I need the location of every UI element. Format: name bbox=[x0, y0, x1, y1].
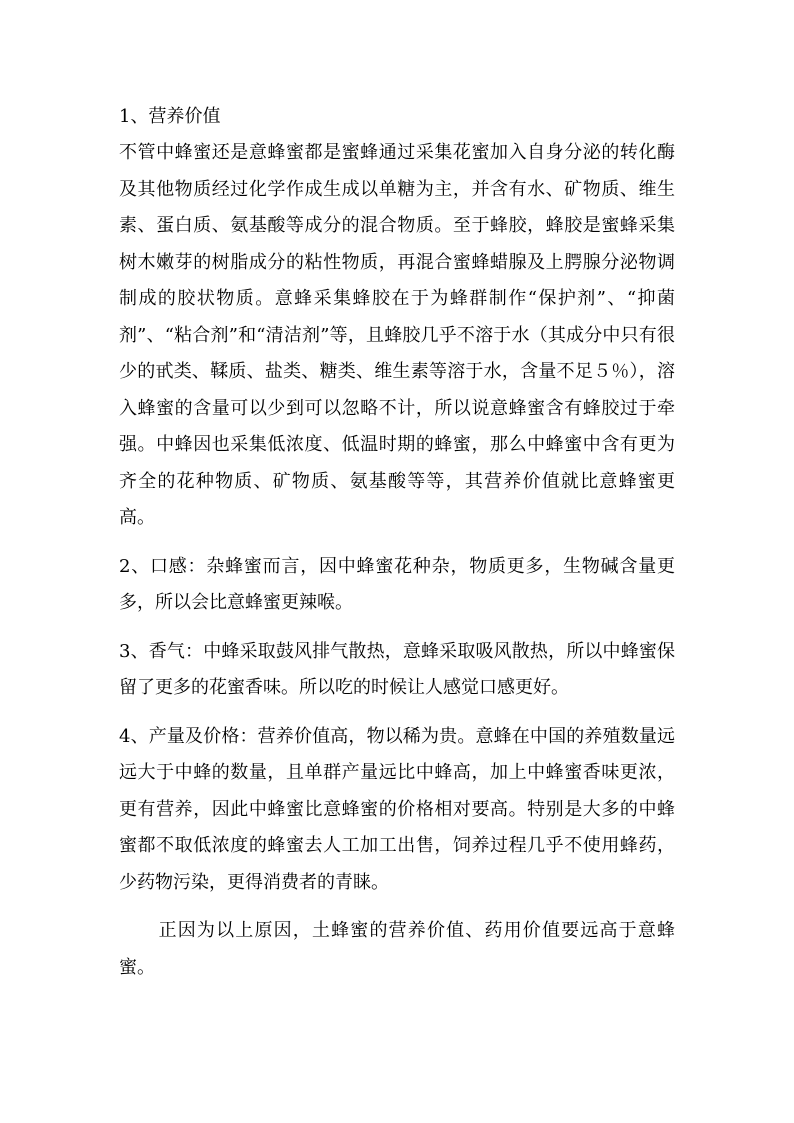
paragraph-spacer bbox=[119, 707, 675, 719]
paragraph-nutrition: 不管中蜂蜜还是意蜂蜜都是蜜蜂通过采集花蜜加入自身分泌的转化酶及其他物质经过化学作成生成以单糖为主，并含有水、矿物质、维生素、蛋白质、氨基酸等成分的混合物质。至于蜂胶，蜂胶是蜜蜂采集树木嫩芽的树脂成分的粘性物质，再混合蜜蜂蜡腺及上腭腺分泌物调制成的胶状物质。意蜂采集蜂胶在于为蜂群制作“保护剂”、“抑菌剂”、“粘合剂”和“清洁剂”等，且蜂胶几乎不溶于水（其成分中只有很少的甙类、鞣质、盐类、糖类、维生素等溶于水，含量不足５％），溶入蜂蜜的含量可以少到可以忽略不计，所以说意蜂蜜含有蜂胶过于牵强。中蜂因也采集低浓度、低温时期的蜂蜜，那么中蜂蜜中含有更为齐全的花种物质、矿物质、氨基酸等等，其营养价值就比意蜂蜜更高。 bbox=[119, 142, 675, 528]
paragraph-aroma: 3、香气：中蜂采取鼓风排气散热，意蜂采取吸风散热，所以中蜂蜜保留了更多的花蜜香味。所以吃的时候让人感觉口感更好。 bbox=[119, 640, 675, 698]
paragraph-spacer bbox=[119, 901, 675, 913]
section-heading-nutrition: 1、营养价值 bbox=[119, 106, 221, 127]
paragraph-spacer bbox=[119, 622, 675, 634]
paragraph-yield-price: 4、产量及价格：营养价值高，物以稀为贵。意蜂在中国的养殖数量远远大于中蜂的数量，且单群产量远比中蜂高，加上中蜂蜜香味更浓，更有营养，因此中蜂蜜比意蜂蜜的价格相对要高。特别是大多的中蜂蜜都不取低浓度的蜂蜜去人工加工出售，饲养过程几乎不使用蜂药，少药物污染，更得消费者的青睐。 bbox=[119, 725, 675, 893]
paragraph-taste: 2、口感：杂蜂蜜而言，因中蜂蜜花种杂，物质更多，生物碱含量更多，所以会比意蜂蜜更辣喉。 bbox=[119, 555, 675, 613]
document-body bbox=[119, 102, 675, 986]
paragraph-spacer bbox=[119, 537, 675, 549]
paragraph-conclusion: 正因为以上原因，土蜂蜜的营养价值、药用价值要远高于意蜂蜜。 bbox=[119, 920, 675, 978]
